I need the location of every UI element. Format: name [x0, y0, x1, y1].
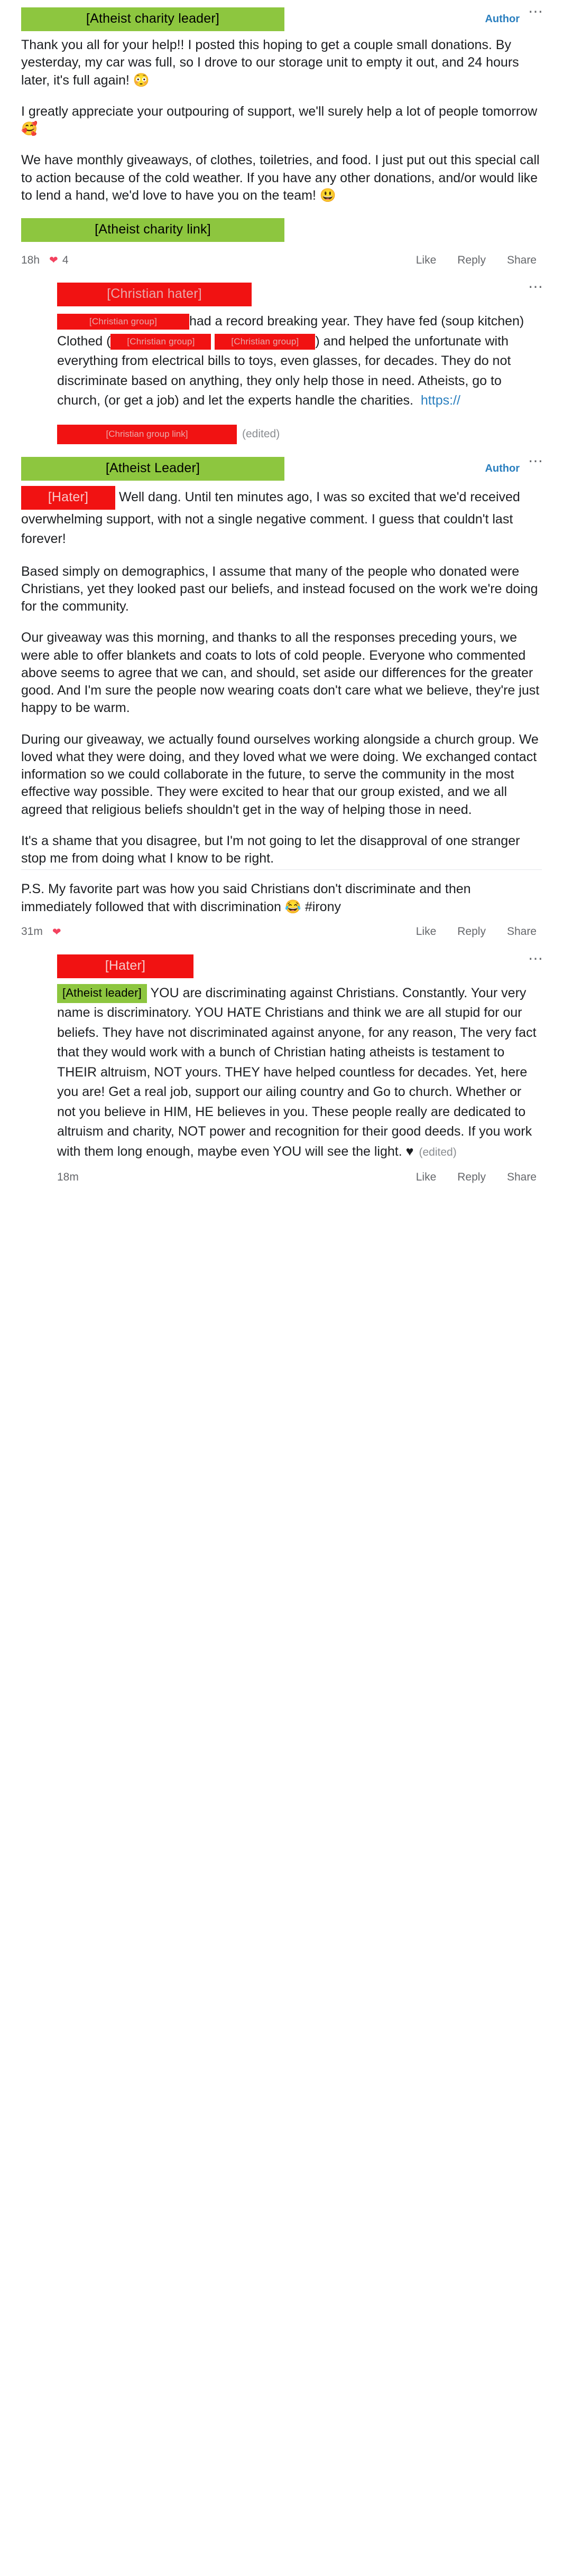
comment-paragraph: Based simply on demographics, I assume that many of the people who donated were Christians, yet they looked past our beliefs, and instead focused on the work we're doing for the community.	[21, 564, 538, 614]
comment-body	[57, 983, 542, 1162]
comment-body	[57, 312, 542, 411]
more-options-icon[interactable]: ⋯	[528, 950, 544, 967]
timestamp[interactable]: 18m	[57, 1171, 79, 1184]
comment-header	[21, 452, 544, 481]
edited-label: (edited)	[419, 1146, 457, 1158]
comment-meta	[0, 1164, 563, 1192]
share-button[interactable]: Share	[506, 1171, 537, 1184]
comment-text: YOU are discriminating against Christians. Constantly. Your very name is discriminatory. YOU HATE Christians and think we are all stupid for our beliefs. They have not discriminated against anyone, for any reason, The very fact that they would work with a bunch of Christian hating atheists is testament to THEIR altruism, NOT yours. THEY have helped countless for decades. Yet, here you are! Get a real job, support our ailing country and Go to church. Whether or not you believe in HIM, HE believes in you. These people really are dedicated to altruism and charity, NOT power and recognition for their good deeds. If you work with them long enough, maybe even YOU will see the light. ♥	[57, 985, 537, 1159]
comment-paragraph: Our giveaway was this morning, and thanks to all the responses preceding yours, we were able to offer blankets and coats to lots of cold people. Everyone who commented above seems to agree that we can, and should, set aside our differences for the greater good. And I'm sure the people now wearing coats don't care what we believe, they're just happy to be warm.	[21, 630, 540, 716]
share-button[interactable]: Share	[506, 254, 537, 266]
comment-paragraph: We have monthly giveaways, of clothes, toiletries, and food. I just put out this special call to action because of the cold weather. If you have any other donations, and/or would like to lend a hand, we'd love to have you on the team! 😃	[21, 153, 540, 203]
comment-paragraph: Thank you all for your help!! I posted this hoping to get a couple small donations. By yesterday, my car was full, so I drove to our storage unit to empty it out, and 24 hours later, it's full again! 😳	[21, 38, 519, 88]
comment-christian-hater	[0, 275, 563, 449]
comment-header	[21, 3, 544, 31]
comment-thread	[0, 0, 563, 1192]
reply-button[interactable]: Reply	[457, 254, 486, 266]
edited-label: (edited)	[242, 428, 280, 440]
more-options-icon[interactable]: ⋯	[528, 452, 544, 469]
reply-button[interactable]: Reply	[457, 925, 486, 938]
timestamp[interactable]: 31m	[21, 925, 43, 938]
comment-text: Well dang. Until ten minutes ago, I was so excited that we'd received overwhelming support, with not a single negative comment. I guess that couldn't last forever!	[21, 489, 520, 546]
comment-meta	[0, 918, 563, 947]
author-name-chip[interactable]: [Hater]	[57, 954, 193, 978]
external-link[interactable]: https://	[420, 393, 460, 408]
redacted-group-chip: [Christian group]	[215, 334, 315, 350]
attachment-link-chip[interactable]: [Atheist charity link]	[21, 218, 284, 242]
comment-header	[57, 950, 544, 978]
redacted-group-chip: [Christian group]	[110, 334, 211, 350]
like-button[interactable]: Like	[416, 1171, 437, 1184]
reply-button[interactable]: Reply	[457, 1171, 486, 1184]
comment-paragraph: I greatly appreciate your outpouring of support, we'll surely help a lot of people tomorrow 🥰	[21, 104, 538, 136]
comment-atheist-leader	[0, 449, 563, 947]
more-options-icon[interactable]: ⋯	[528, 278, 544, 295]
author-badge: Author	[485, 13, 520, 25]
heart-icon: ❤	[52, 926, 61, 938]
mention-chip[interactable]: [Hater]	[21, 486, 115, 510]
comment-paragraph: During our giveaway, we actually found ourselves working alongside a church group. We loved what they were doing, and they loved what we were doing. We exchanged contact information so we could collaborate in the future, to serve the community in the most effective way possible. They were excited to hear that our group existed, and we all agreed that religious beliefs shouldn't get in the way of helping those in need.	[21, 732, 539, 817]
mention-chip[interactable]: [Atheist leader]	[57, 984, 147, 1003]
author-name-chip[interactable]: [Christian hater]	[57, 283, 252, 306]
comment-postscript: P.S. My favorite part was how you said Christians don't discriminate and then immediately followed that with discrimination 😂 #irony	[21, 882, 471, 914]
timestamp[interactable]: 18h	[21, 254, 40, 266]
comment-meta	[0, 246, 563, 275]
comment-text-part-1: had a record breaking year. They have fed (soup kitchen) Clothed (	[57, 314, 524, 349]
comment-text-part-2: ) and helped the unfortunate with everything from electrical bills to toys, even glasses, for decades. They do not discriminate based on anything, they only help those in need. Atheists, go to church, (or get a job) and let the experts handle the charities.	[57, 333, 511, 408]
redacted-link-chip[interactable]: [Christian group link]	[57, 425, 237, 444]
share-button[interactable]: Share	[506, 925, 537, 938]
redacted-group-chip: [Christian group]	[57, 314, 189, 330]
author-badge: Author	[485, 462, 520, 474]
comment-body-first	[21, 486, 542, 549]
heart-icon: ❤	[49, 255, 58, 266]
comment-paragraph: It's a shame that you disagree, but I'm not going to let the disapproval of one stranger stop me from doing what I know to be right.	[21, 833, 520, 866]
author-name-chip[interactable]: [Atheist Leader]	[21, 457, 284, 481]
comment-header	[57, 278, 544, 306]
more-options-icon[interactable]: ⋯	[528, 3, 544, 20]
comment-atheist-charity-leader	[0, 0, 563, 275]
reaction-count[interactable]: 4	[62, 254, 69, 266]
author-name-chip[interactable]: [Atheist charity leader]	[21, 7, 284, 31]
like-button[interactable]: Like	[416, 254, 437, 266]
comment-hater-reply	[0, 947, 563, 1193]
like-button[interactable]: Like	[416, 925, 437, 938]
